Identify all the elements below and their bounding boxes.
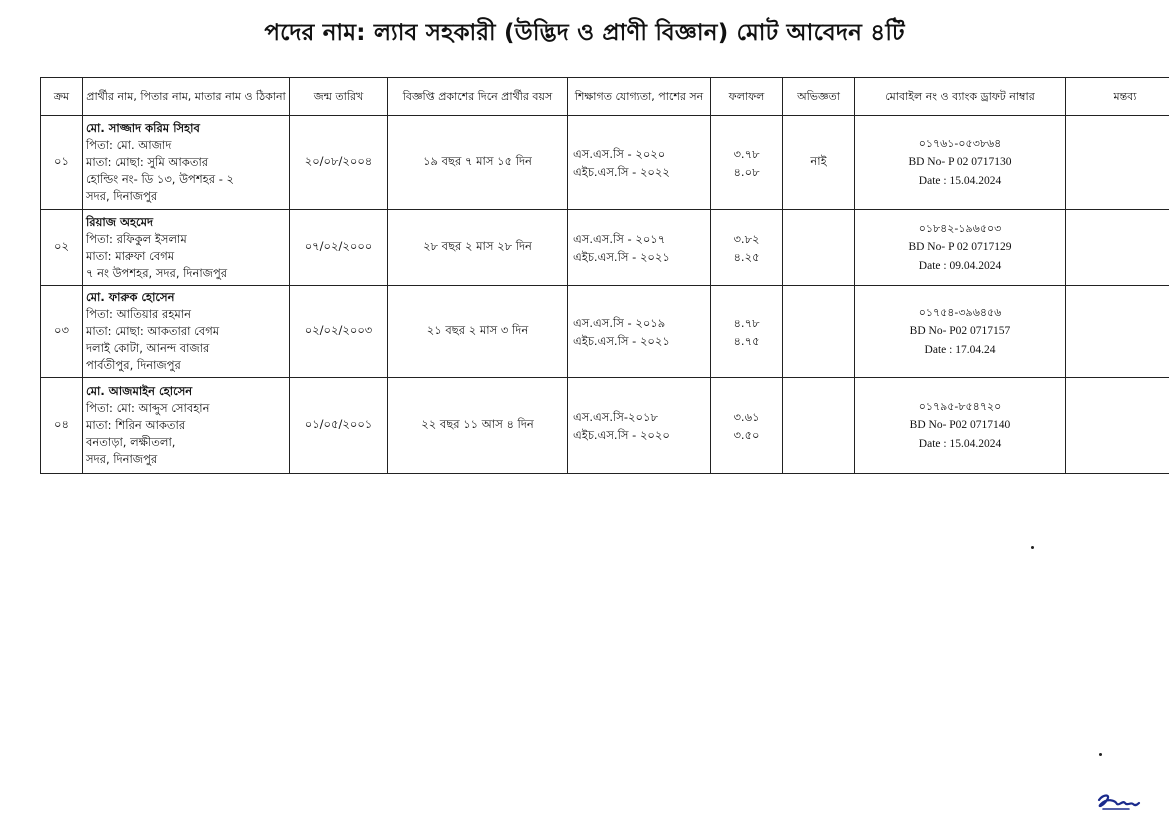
hsc-text: এইচ.এস.সি - ২০২২: [573, 164, 670, 179]
ssc-result: ৩.৮২: [733, 231, 760, 246]
serial-cell: ০৪: [41, 378, 83, 474]
draft-date: Date : 15.04.2024: [918, 175, 1002, 187]
table-row: [41, 210, 1169, 286]
education-cell: [568, 378, 711, 474]
serial-cell: ০৩: [41, 286, 83, 378]
result-cell: [711, 210, 783, 286]
father-name: পিতা: রফিকুল ইসলাম: [86, 231, 187, 246]
dob-cell: ০৭/০২/২০০০: [290, 210, 388, 286]
page-title: পদের নাম: ল্যাব সহকারী (উদ্ভিদ ও প্রাণী বিজ্ঞান) মোট আবেদন ৪টি: [264, 20, 905, 46]
draft-date: Date : 15.04.2024: [918, 438, 1002, 450]
header-name: প্রার্থীর নাম, পিতার নাম, মাতার নাম ও ঠিকানা: [83, 78, 290, 116]
bank-draft-number: BD No- P 02 0717129: [908, 241, 1012, 253]
ssc-result: ৩.৬১: [733, 409, 760, 424]
experience-cell: [783, 378, 855, 474]
remarks-cell: [1066, 286, 1169, 378]
header-experience: অভিজ্ঞতা: [783, 78, 855, 116]
education-cell: [568, 116, 711, 210]
remarks-cell: [1066, 210, 1169, 286]
header-education: শিক্ষাগত যোগ্যতা, পাশের সন: [568, 78, 711, 116]
hsc-result: ৪.৭৫: [733, 333, 760, 348]
mobile-number: ০১৭৫৪-৩৯৬৪৫৬: [918, 306, 1002, 319]
hsc-text: এইচ.এস.সি - ২০২১: [573, 333, 670, 348]
mobile-cell: [855, 286, 1066, 378]
applicants-table: [40, 77, 1169, 474]
header-mobile: মোবাইল নং ও ব্যাংক ড্রাফট নাম্বার: [855, 78, 1066, 116]
address-line: সদর, দিনাজপুর: [86, 452, 158, 466]
ssc-text: এস.এস.সি - ২০১৯: [573, 315, 666, 330]
remarks-cell: [1066, 378, 1169, 474]
experience-cell: নাই: [783, 116, 855, 210]
bank-draft-number: BD No- P02 0717157: [909, 325, 1011, 337]
bank-draft-number: BD No- P02 0717140: [909, 419, 1011, 431]
hsc-result: ৪.২৫: [733, 249, 760, 264]
header-serial: ক্রম: [41, 78, 83, 116]
header-remarks: মন্তব্য: [1066, 78, 1169, 116]
dob-cell: ০১/০৫/২০০১: [290, 378, 388, 474]
age-cell: ২৮ বছর ২ মাস ২৮ দিন: [388, 210, 568, 286]
draft-date: Date : 17.04.24: [924, 344, 996, 356]
scan-speck: [1099, 753, 1102, 756]
father-name: পিতা: আতিয়ার রহমান: [86, 307, 191, 321]
dob-cell: ২০/০৮/২০০৪: [290, 116, 388, 210]
hsc-result: ৪.০৮: [733, 164, 760, 179]
table-row: [41, 378, 1169, 474]
draft-date: Date : 09.04.2024: [918, 260, 1002, 272]
age-cell: ২১ বছর ২ মাস ৩ দিন: [388, 286, 568, 378]
result-cell: [711, 116, 783, 210]
mobile-cell: [855, 210, 1066, 286]
ssc-text: এস.এস.সি - ২০১৭: [573, 231, 666, 246]
father-name: পিতা: মো: আব্দুস সোবহান: [86, 401, 210, 415]
age-cell: ১৯ বছর ৭ মাস ১৫ দিন: [388, 116, 568, 210]
applicant-cell: [83, 378, 290, 474]
applicant-cell: [83, 116, 290, 210]
ssc-result: ৪.৭৮: [733, 315, 760, 330]
table-row: [41, 286, 1169, 378]
education-cell: [568, 286, 711, 378]
mobile-cell: [855, 116, 1066, 210]
address-line: দলাই কোটা, আনন্দ বাজার: [86, 341, 210, 355]
hsc-result: ৩.৫০: [733, 427, 760, 442]
ssc-result: ৩.৭৮: [733, 146, 760, 161]
signature-icon: [1093, 790, 1143, 814]
result-cell: [711, 286, 783, 378]
applicant-cell: [83, 286, 290, 378]
mobile-number: ০১৮৪২-১৯৬৫০৩: [918, 222, 1002, 235]
header-age: বিজ্ঞপ্তি প্রকাশের দিনে প্রার্থীর বয়স: [388, 78, 568, 116]
address-line: সদর, দিনাজপুর: [86, 189, 158, 203]
mobile-number: ০১৭৬১-০৫৩৮৬৪: [918, 137, 1002, 150]
remarks-cell: [1066, 116, 1169, 210]
mother-name: মাতা: মারুফা বেগম: [86, 248, 175, 263]
ssc-text: এস.এস.সি-২০১৮: [573, 409, 658, 424]
address-line: ৭ নং উপশহর, সদর, দিনাজপুর: [86, 265, 228, 280]
applicant-name: মো. ফারুক হোসেন: [86, 290, 175, 304]
address-line: হোল্ডিং নং- ডি ১৩, উপশহর - ২: [86, 172, 234, 186]
applicant-name: রিয়াজ অহমেদ: [86, 214, 154, 229]
address-line: পার্বতীপুর, দিনাজপুর: [86, 358, 181, 372]
mother-name: মাতা: মোছা: আকতারা বেগম: [86, 324, 220, 338]
mother-name: মাতা: মোছা: সুমি আকতার: [86, 155, 209, 169]
hsc-text: এইচ.এস.সি - ২০২১: [573, 249, 670, 264]
age-cell: ২২ বছর ১১ আস ৪ দিন: [388, 378, 568, 474]
header-dob: জন্ম তারিখ: [290, 78, 388, 116]
table-header-row: [41, 78, 1169, 116]
education-cell: [568, 210, 711, 286]
dob-cell: ০২/০২/২০০৩: [290, 286, 388, 378]
bank-draft-number: BD No- P 02 0717130: [908, 156, 1012, 168]
result-cell: [711, 378, 783, 474]
applicant-name: মো. আজমাইন হোসেন: [86, 384, 193, 398]
address-line: বনতাড়া, লক্ষীতলা,: [86, 435, 176, 449]
experience-cell: [783, 286, 855, 378]
mobile-number: ০১৭৯৫-৮৫৪৭২০: [918, 400, 1002, 413]
father-name: পিতা: মো. আজাদ: [86, 138, 172, 152]
hsc-text: এইচ.এস.সি - ২০২০: [573, 427, 670, 442]
serial-cell: ০১: [41, 116, 83, 210]
scan-speck: [1031, 546, 1034, 549]
experience-cell: [783, 210, 855, 286]
header-result: ফলাফল: [711, 78, 783, 116]
mobile-cell: [855, 378, 1066, 474]
serial-cell: ০২: [41, 210, 83, 286]
mother-name: মাতা: শিরিন আকতার: [86, 418, 186, 432]
ssc-text: এস.এস.সি - ২০২০: [573, 146, 666, 161]
table-row: [41, 116, 1169, 210]
applicant-name: মো. সাজ্জাদ করিম সিহাব: [86, 121, 200, 135]
applicant-cell: [83, 210, 290, 286]
